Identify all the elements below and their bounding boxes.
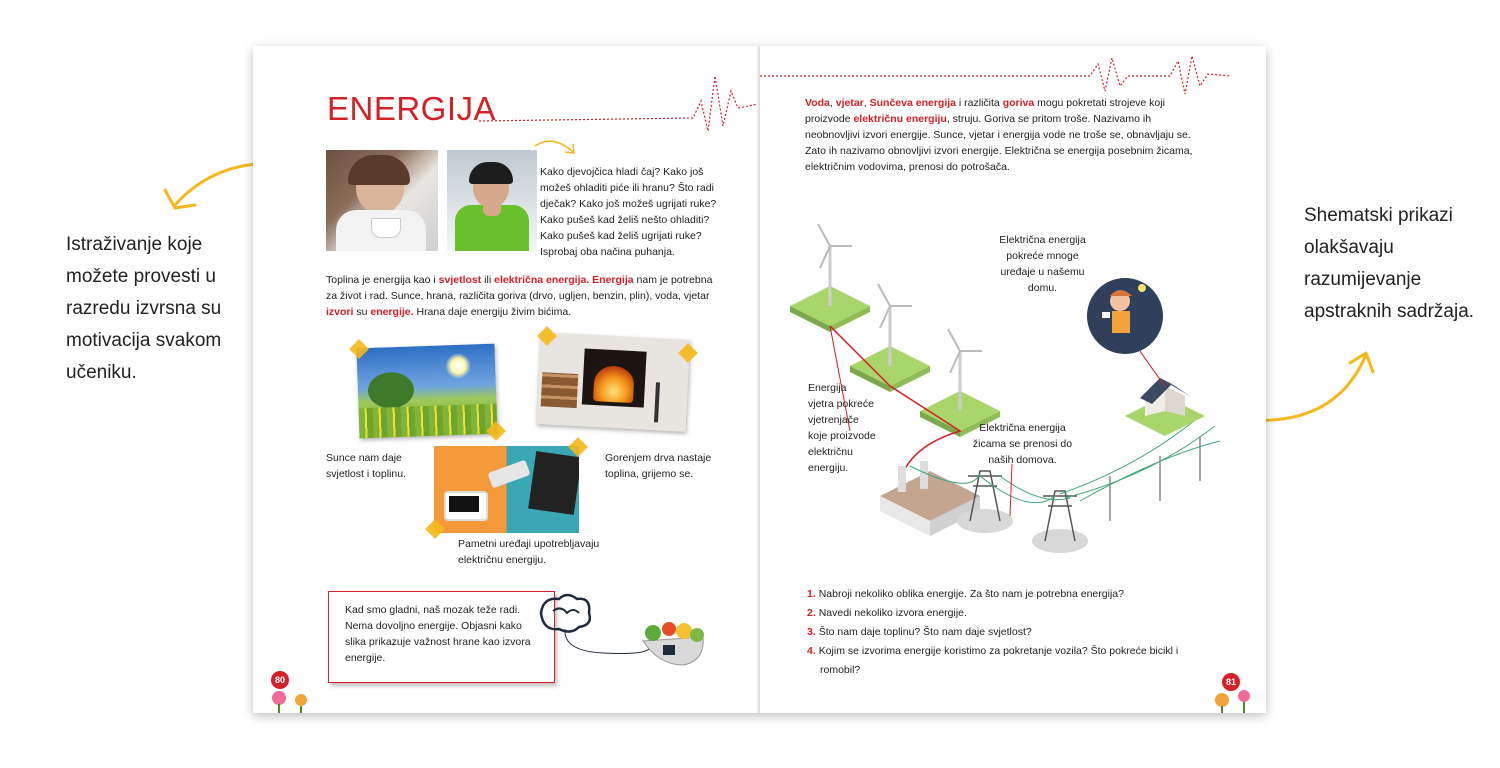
annotation-line: učeniku. <box>66 362 137 383</box>
brain-icon <box>541 595 590 632</box>
label-line: vjetra pokreće <box>808 398 874 410</box>
question-text: Navedi nekoliko izvora energije. <box>818 607 967 619</box>
label-line: žicama se prenosi do <box>972 438 1073 450</box>
highlight-term: Sunčeva energija <box>869 97 956 109</box>
paragraph-line <box>326 272 726 288</box>
question-item <box>807 604 1237 623</box>
fire-caption <box>605 450 711 482</box>
text-run: proizvode <box>805 113 854 125</box>
annotation-line: apstraknih sadržaja. <box>1304 301 1475 322</box>
right-annotation <box>1304 200 1474 328</box>
sun-caption <box>326 450 406 482</box>
box-line: Kad smo gladni, naš mozak teže radi. <box>345 604 521 616</box>
left-annotation <box>66 229 221 389</box>
text-run: nam je potrebna <box>633 274 713 286</box>
paragraph-line <box>326 304 726 320</box>
page-number: 81 <box>1222 673 1240 691</box>
label-line: koje proizvode <box>808 430 876 442</box>
girl-cooling-tea-photo <box>326 150 438 251</box>
paragraph-line: za život i rad. Sunce, hrana, različita goriva (drvo, ugljen, benzin, plin), voda, vjetar <box>326 290 710 302</box>
paragraph-line: Zato ih nazivamo obnovljivi izvori energije. Električna se energija posebnim žicama, <box>805 145 1193 157</box>
label-line: domu. <box>1027 282 1058 294</box>
wind-label <box>808 380 876 476</box>
annotation-line: možete provesti u <box>66 266 216 287</box>
wind-turbine-icon <box>850 284 930 392</box>
box-line: slika prikazuje važnost hrane kao izvora <box>345 636 531 648</box>
paragraph-line <box>805 95 1245 111</box>
paragraph-line <box>805 111 1245 127</box>
label-line: naših domova. <box>988 454 1057 466</box>
question-number: 1. <box>807 588 816 600</box>
house-icon <box>1125 378 1205 436</box>
label-line: uređaje u našemu <box>1000 266 1085 278</box>
highlight-term: električna energija. <box>494 274 590 286</box>
text-run: Hrana daje energiju živim bićima. <box>413 306 572 318</box>
question-list <box>807 585 1237 680</box>
highlight-term: goriva <box>1002 97 1035 109</box>
intro-line: Kako pušeš kad želiš ugrijati ruke? <box>540 230 702 242</box>
page-title: ENERGIJA <box>327 90 497 127</box>
brain-food-plug-illustration <box>533 591 713 671</box>
flower-decoration-icon <box>261 666 321 713</box>
highlight-term: izvori <box>326 306 354 318</box>
highlight-term: električnu energiju <box>853 113 947 125</box>
box-line: Nema dovoljno energije. Objasni kako <box>345 620 522 632</box>
home-label <box>995 232 1090 296</box>
caption-line: toplina, grijemo se. <box>605 468 694 480</box>
left-page <box>253 46 758 713</box>
annotation-line: olakšavaju <box>1304 237 1394 258</box>
question-continuation: romobil? <box>820 664 861 676</box>
text-run: ili <box>481 274 495 286</box>
intro-line: Isprobaj oba načina puhanja. <box>540 246 675 258</box>
intro-line: Kako pušeš kad želiš nešto ohladiti? <box>540 214 710 226</box>
annotation-line: Shematski prikazi <box>1304 205 1453 226</box>
intro-questions <box>540 164 716 260</box>
smart-devices-photo <box>434 446 579 533</box>
power-pylon-icon <box>1032 491 1088 553</box>
annotation-line: Istraživanje koje <box>66 234 203 255</box>
box-text <box>345 602 531 666</box>
question-item <box>807 585 1237 604</box>
text-run: mogu pokretati strojeve koji <box>1034 97 1165 109</box>
text-run: , <box>863 97 870 109</box>
sun-meadow-photo <box>356 344 497 439</box>
food-energy-box <box>328 591 555 683</box>
fireplace-photo <box>536 332 691 432</box>
caption-line: električnu energiju. <box>458 554 547 566</box>
question-number: 4. <box>807 645 816 657</box>
child-at-home-icon <box>1087 278 1163 354</box>
plug-icon <box>663 645 675 655</box>
question-number: 2. <box>807 607 816 619</box>
text-run: su <box>353 306 371 318</box>
caption-line: Gorenjem drva nastaje <box>605 452 712 464</box>
text-run: , struju. Goriva se pritom troše. Nazivamo ih <box>946 113 1152 125</box>
intro-line: Kako djevojčica hladi čaj? Kako još <box>540 166 704 178</box>
energy-pulse-line-icon <box>253 46 758 136</box>
paragraph-line: neobnovljivi izvori energije. Sunce, vjetar i energija vode ne troše se, obnavljaju se. <box>805 129 1191 141</box>
intro-line: možeš ohladiti piće ili hranu? Što radi <box>540 182 714 194</box>
label-line: vjetrenjače <box>808 414 859 426</box>
label-line: pokreće mnoge <box>1006 250 1079 262</box>
question-number: 3. <box>807 626 816 638</box>
box-line: energije. <box>345 652 386 664</box>
devices-caption <box>458 536 599 568</box>
caption-line: Sunce nam daje <box>326 452 402 464</box>
page-number: 80 <box>271 671 289 689</box>
boy-warming-hands-photo <box>447 150 537 251</box>
highlight-term: Energija <box>592 274 634 286</box>
text-run: Toplina je energija kao i <box>326 274 439 286</box>
annotation-line: razredu izvrsna su <box>66 298 222 319</box>
textbook-spread <box>253 46 1266 713</box>
paragraph-line: električnim vodovima, prenosi do potrošača. <box>805 161 1010 173</box>
label-line: Električna energija <box>979 422 1066 434</box>
text-run: , <box>829 97 836 109</box>
label-line: električnu <box>808 446 853 458</box>
annotation-line: razumijevanje <box>1304 269 1422 290</box>
text-run: i različita <box>956 97 1003 109</box>
right-page <box>760 46 1266 713</box>
caption-line: Pametni uređaji upotrebljavaju <box>458 538 600 550</box>
transmission-label <box>965 420 1080 468</box>
highlight-term: energije. <box>370 306 414 318</box>
highlight-term: svjetlost <box>438 274 482 286</box>
highlight-term: Voda <box>805 97 830 109</box>
label-line: energiju. <box>808 462 849 474</box>
annotation-line: motivacija svakom <box>66 330 222 351</box>
energy-paragraph <box>326 272 726 320</box>
label-line: Električna energija <box>999 234 1086 246</box>
question-text: Kojim se izvorima energije koristimo za pokretanje vozila? Što pokreće bicikl i <box>818 645 1179 657</box>
question-text: Što nam daje toplinu? Što nam daje svjetlost? <box>818 626 1032 638</box>
question-text: Nabroji nekoliko oblika energije. Za što nam je potrebna energija? <box>818 588 1124 600</box>
curved-arrow-icon <box>531 134 581 164</box>
label-line: Energija <box>808 382 847 394</box>
question-item <box>807 642 1237 661</box>
wind-turbine-icon <box>790 224 870 332</box>
highlight-term: vjetar <box>835 97 864 109</box>
right-intro-paragraph <box>805 95 1245 175</box>
intro-line: dječak? Kako još možeš ugrijati ruke? <box>540 198 717 210</box>
caption-line: svjetlost i toplinu. <box>326 468 406 480</box>
question-item <box>807 623 1237 642</box>
